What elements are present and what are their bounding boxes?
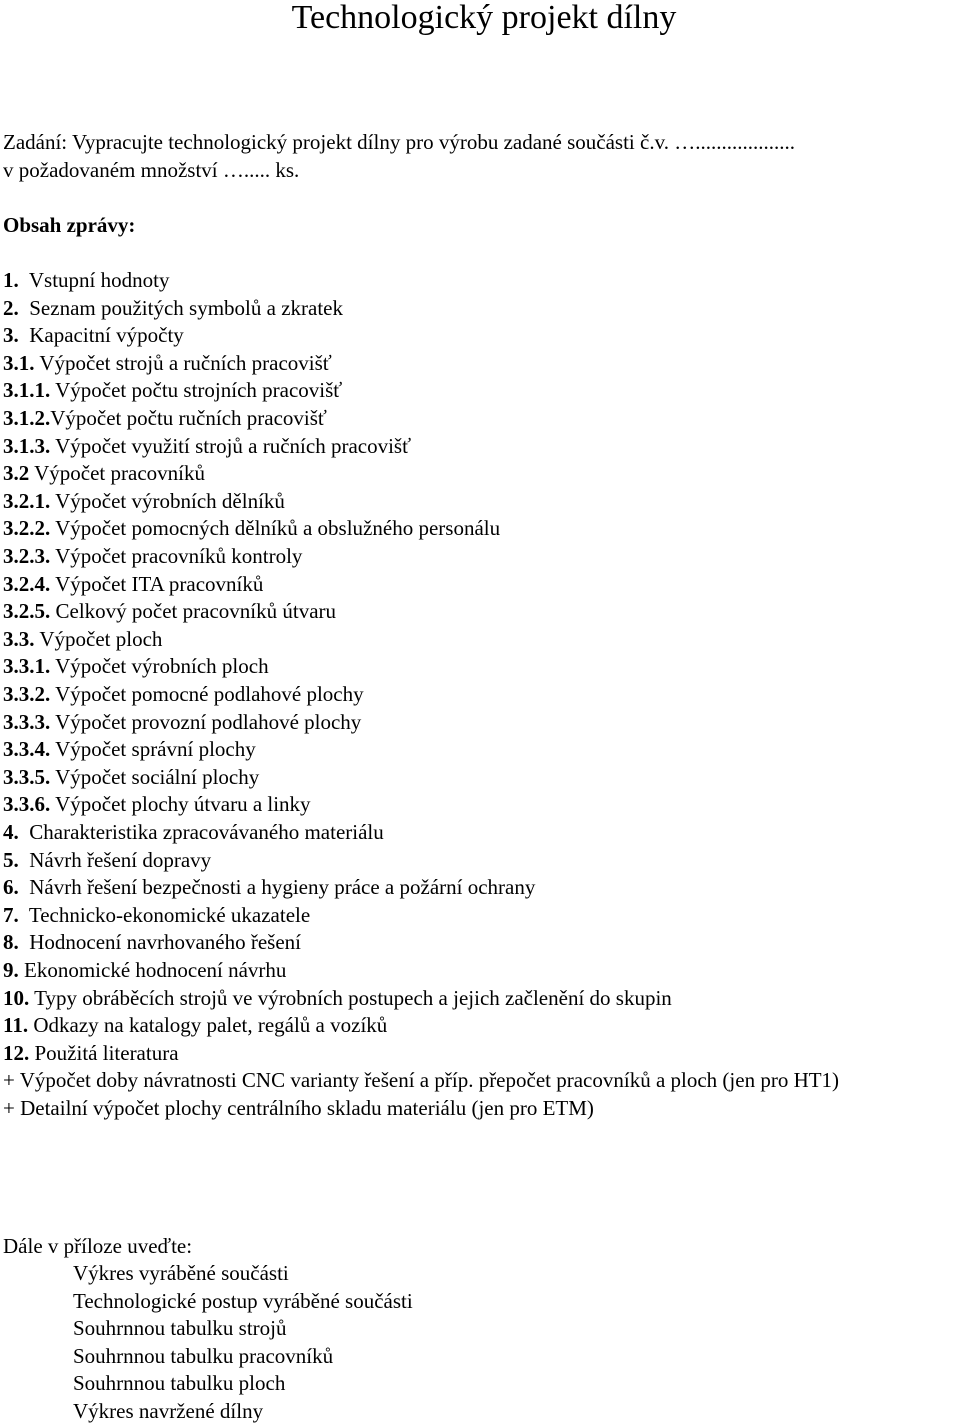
toc-item-label: Použitá literatura: [34, 1040, 179, 1065]
toc-item-number: 11.: [3, 1013, 29, 1038]
toc-item-number: 3.1.2.: [3, 406, 51, 430]
toc-item-number: 3.2.3.: [3, 544, 51, 568]
attachment-item: Výkres vyráběné součásti: [73, 1261, 289, 1285]
toc-item-label: Výpočet počtu strojních pracovišť: [55, 378, 343, 403]
toc-item-number: 9.: [3, 958, 19, 982]
toc-item-label: Celkový počet pracovníků útvaru: [55, 599, 337, 624]
toc-item: [3, 322, 184, 348]
toc-item-label: Výpočet ploch: [39, 626, 163, 651]
toc-item-label: Výpočet výrobních dělníků: [55, 488, 285, 513]
toc-item: [3, 295, 343, 321]
toc-item: [3, 957, 286, 983]
toc-item: [3, 377, 342, 403]
toc-item: [3, 460, 205, 486]
toc-item-label: Výpočet správní plochy: [55, 737, 256, 762]
toc-item-separator: [19, 268, 29, 292]
toc-item-separator: [19, 323, 30, 347]
toc-item-label: Výpočet plochy útvaru a linky: [55, 792, 311, 817]
toc-item: [3, 515, 500, 541]
attachment-item: Souhrnnou tabulku ploch: [73, 1371, 286, 1396]
toc-item-number: 3.3.: [3, 626, 35, 651]
toc-item: [3, 488, 285, 514]
toc-item-number: 2.: [3, 295, 19, 320]
toc-item-label: Výpočet využití strojů a ručních pracovišť: [55, 433, 412, 458]
toc-item-number: 3.1.: [3, 350, 35, 375]
attachment-item: Souhrnnou tabulku strojů: [73, 1316, 287, 1341]
toc-item: [3, 736, 256, 762]
toc-item-label: Výpočet výrobních ploch: [55, 654, 269, 679]
toc-item-label: Hodnocení navrhovaného řešení: [29, 930, 301, 955]
toc-item-number: 3.2: [3, 461, 30, 486]
toc-item: [3, 626, 162, 652]
toc-item: [3, 571, 263, 597]
page-title: Technologický projekt dílny: [291, 0, 677, 36]
toc-item-label: Výpočet sociální plochy: [55, 764, 260, 789]
toc-item: [3, 653, 269, 679]
toc-item-number: 1.: [3, 268, 19, 292]
toc-item-label: Výpočet pracovníků kontroly: [55, 544, 303, 568]
toc-item-label: Návrh řešení dopravy: [29, 847, 212, 872]
toc-item: [3, 902, 310, 928]
assignment-line-1: Zadání: Vypracujte technologický projekt dílny pro výrobu zadané součásti č.v. …...................: [3, 130, 795, 154]
extra-item: + Detailní výpočet plochy centrálního skladu materiálu (jen pro ETM): [3, 1095, 594, 1120]
toc-item-label: Výpočet pomocné podlahové plochy: [55, 682, 364, 706]
toc-item-label: Seznam použitých symbolů a zkratek: [29, 295, 343, 320]
toc-item: [3, 681, 364, 707]
toc-item-number: 3.2.5.: [3, 599, 51, 624]
toc-item-separator: [19, 820, 30, 844]
toc-item-label: Typy obráběcích strojů ve výrobních postupech a jejich začlenění do skupin: [34, 985, 672, 1010]
toc-item-label: Výpočet ITA pracovníků: [55, 571, 264, 596]
toc-item: [3, 1012, 387, 1038]
toc-item-number: 3.2.2.: [3, 516, 51, 541]
contents-heading: Obsah zprávy:: [3, 213, 136, 237]
toc-item-label: Kapacitní výpočty: [29, 323, 184, 348]
toc-item-label: Návrh řešení bezpečnosti a hygieny práce a požární ochrany: [29, 875, 536, 900]
toc-item-separator: [19, 875, 30, 899]
toc-item: [3, 709, 361, 735]
attachment-item: Technologické postup vyráběné součásti: [73, 1288, 413, 1313]
toc-item-number: 3.3.6.: [3, 792, 51, 817]
toc-item: [3, 543, 302, 569]
toc-item-label: Výpočet počtu ručních pracovišť: [50, 406, 327, 430]
toc-item-label: Výpočet provozní podlahové plochy: [55, 709, 362, 734]
toc-item-label: Výpočet pomocných dělníků a obslužného personálu: [55, 516, 501, 541]
toc-item-separator: [19, 848, 30, 872]
toc-item: [3, 819, 384, 845]
attachments-heading: Dále v příloze uveďte:: [3, 1234, 193, 1258]
toc-item: [3, 433, 411, 459]
toc-item-label: Technicko-ekonomické ukazatele: [28, 902, 311, 927]
toc-item: [3, 350, 332, 376]
toc-item: [3, 791, 311, 817]
toc-item-number: 6.: [3, 875, 19, 900]
toc-item-separator: [19, 903, 29, 927]
toc-item-label: Ekonomické hodnocení návrhu: [24, 958, 287, 982]
toc-item: [3, 764, 259, 790]
toc-item-number: 3.3.1.: [3, 654, 51, 679]
toc-item-number: 3.3.2.: [3, 682, 51, 706]
toc-item: [3, 847, 211, 873]
toc-item-number: 7.: [3, 902, 19, 927]
toc-item: [3, 1040, 179, 1066]
toc-item-number: 4.: [3, 820, 19, 844]
toc-item: [3, 405, 327, 431]
attachment-item: Souhrnnou tabulku pracovníků: [73, 1343, 334, 1368]
toc-item-number: 3.3.5.: [3, 764, 51, 789]
assignment-line-2: v požadovaném množství …..... ks.: [3, 158, 300, 182]
attachment-item: Výkres navržené dílny: [73, 1399, 264, 1423]
toc-item-separator: [19, 930, 30, 954]
toc-item: [3, 929, 301, 955]
toc-item: [3, 598, 336, 624]
toc-item-number: 3.1.3.: [3, 433, 51, 458]
toc-item-label: Výpočet pracovníků: [34, 461, 205, 486]
toc-item: [3, 874, 535, 900]
toc-item-number: 3.1.1.: [3, 378, 51, 403]
toc-item-label: Charakteristika zpracovávaného materiálu: [29, 820, 384, 844]
toc-item: [3, 267, 169, 293]
toc-item: [3, 985, 672, 1011]
toc-item-number: 10.: [3, 985, 30, 1010]
toc-item-label: Výpočet strojů a ručních pracovišť: [39, 350, 332, 375]
extra-item: + Výpočet doby návratnosti CNC varianty řešení a příp. přepočet pracovníků a ploch (jen pro HT1): [3, 1068, 840, 1092]
toc-item-separator: [19, 296, 30, 320]
toc-item-number: 8.: [3, 930, 19, 955]
toc-item-label: Vstupní hodnoty: [28, 268, 170, 292]
toc-item-number: 3.2.4.: [3, 571, 51, 596]
toc-item-number: 3.3.3.: [3, 709, 51, 734]
toc-item-label: Odkazy na katalogy palet, regálů a vozíků: [33, 1013, 388, 1038]
toc-item-number: 12.: [3, 1040, 30, 1065]
toc-item-number: 3.3.4.: [3, 737, 51, 762]
toc-item-number: 3.: [3, 323, 19, 348]
toc-item-number: 5.: [3, 847, 19, 872]
toc-item-number: 3.2.1.: [3, 488, 51, 513]
